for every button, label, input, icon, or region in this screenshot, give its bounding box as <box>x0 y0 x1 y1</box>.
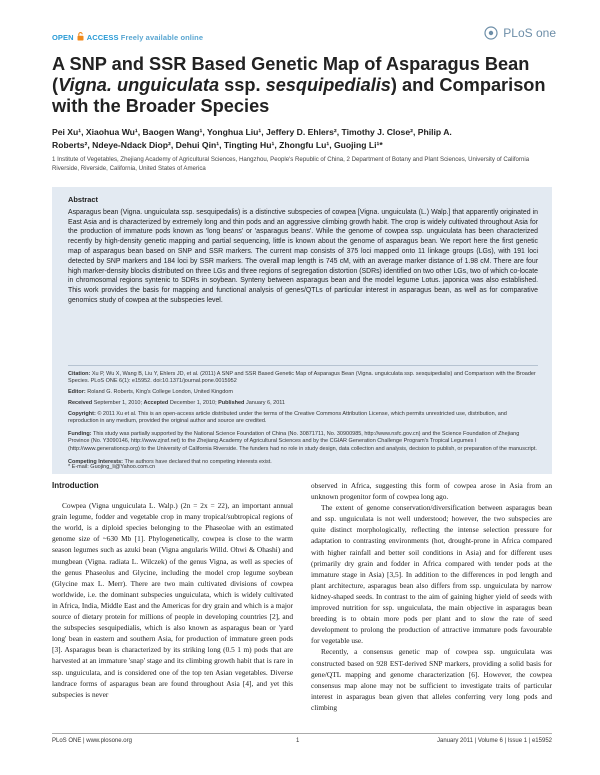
intro-paragraph: Cowpea (Vigna unguiculata L. Walp.) (2n = 2x = 22), an important annual grain legume, fodder and vegetable crop in many tropical/subtropical regions of the world, is a diploid species belonging to the Phaseolae with an estimated genome size of ~630 Mb [1]. Phylogenetically, cowpea is close to the warm season legumes such as azuki bean (Vigna angularis Willd. Ohwi & Ohashi) and mungbean (Vigna. radiata L. Wilczek) of the genus Vigna, as well as species of the genus Phaseolus and Glycine, including the model crop legume soybean (Glycine max L. Merr). There are two main cultivated divisions of cowpea worldwide, i.e. the dominant subspecies unguiculata, which is widely cultivated in Africa, India, Middle East and the Americas for dry grain and which is a major source of dietary protein for millions of people in developing countries [2], and the subspecies sesquipedialis, which is also known as asparagus bean or 'yard long' bean in eastern and southern Asia, for production of immature green pods [3]. Asparagus bean is characterized by its striking long (0.5 1 m) pods that are harvested at an immature 'snap' stage and its climbing growth habit that is rare in ssp. unguiculata, and is considered one of the top ten Asian vegetables. Diverse landrace forms of asparagus bean are found throughout Asia [4], and yet this subspecies is never <box>52 501 293 699</box>
abstract <box>68 195 538 306</box>
intro-right-column <box>311 480 552 713</box>
intro-heading: Introduction <box>52 481 99 490</box>
open-lock-icon <box>77 32 84 41</box>
abstract-heading: Abstract <box>68 195 98 204</box>
abstract-divider <box>68 365 538 366</box>
footer-journal[interactable]: PLoS ONE | www.plosone.org <box>52 738 132 744</box>
intro-left-column <box>52 480 293 700</box>
intro-paragraph: The extent of genome conservation/diversification between asparagus bean and ssp. unguiculata is not well understood; however, the two subspecies are quite distinct morphologically, reflecting the intense selection pressure for adaptation to contrasting environments (hot, drought-prone in Africa compared with higher rainfall and better soil conditions in Asia) and for different uses (primarily dry grain and fodder in Africa compared with tender pods at the immature stage in Asia) [3,5]. In addition to the differences in pod length and plant architecture, asparagus bean also differs from ssp. unguiculata by narrow kidney-shaped seeds. In contrast to the aim of gaining higher yield of seeds with improved nutrition for ssp. unguiculata, the main objective in asparagus bean breeding is to obtain more pods per plant and to slow the rate of seed development to prolong the production of attractive immature pods favourable for vegetable use. <box>311 503 552 646</box>
affiliations: 1 Institute of Vegetables, Zhejiang Academy of Agricultural Sciences, Hangzhou, People's Republic of China, 2 Department of Botany and Plant Sciences, University of California Riverside, Riverside, California, United States of America <box>52 156 530 172</box>
open-access-badge: OPEN ACCESS Freely available online <box>52 33 204 42</box>
footer-issue: January 2011 | Volume 6 | Issue 1 | e15952 <box>437 738 552 744</box>
page-footer <box>52 738 552 750</box>
competing-interests: Competing Interests: The authors have declared that no competing interests exist. <box>68 459 272 465</box>
intro-paragraph: observed in Africa, suggesting this form of cowpea arose in Asia from an unknown progenitor form of cowpea long ago. <box>311 481 552 502</box>
editor: Editor: Roland G. Roberts, King's College London, United Kingdom <box>68 389 233 395</box>
footer-rule <box>52 733 552 734</box>
citation: Citation: Xu P, Wu X, Wang B, Liu Y, Ehlers JD, et al. (2011) A SNP and SSR Based Genetic Map of Asparagus Bean (Vigna. unguiculata ssp. sesquipedialis) and Comparison with the Broader Species. PLoS ONE 6(1): e15952. doi:10.1371/journal.pone.0015952 <box>68 371 536 385</box>
article-title: A SNP and SSR Based Genetic Map of Asparagus Bean (Vigna. unguiculata ssp. sesquipedialis) and Comparison with the Broader Species <box>52 54 546 116</box>
page-number: 1 <box>296 738 300 744</box>
plos-logo-icon <box>484 26 498 40</box>
corresponding-email[interactable]: * E-mail: Guojing_li@Yahoo.com.cn <box>68 464 156 470</box>
page-header <box>52 26 556 50</box>
abstract-text: Asparagus bean (Vigna. unguiculata ssp. sesquipedalis) is a distinctive subspecies of cowpea [Vigna. unguiculata (L.) Walp.] that apparently originated in East Asia and is characterized by extremely long and thin pods and an aggressive climbing growth habit. The crop is widely cultivated throughout Asia for the production of immature pods known as 'long beans' or 'asparagus beans'. While the genome of cowpea ssp. unguiculata has been characterized recently by high-density genetic mapping and partial sequencing, little is known about the genome of asparagus bean. We report here the first genetic map of asparagus bean based on SNP and SSR markers. The current map consists of 375 loci mapped onto 11 linkage groups (LGs), with 191 loci detected by SNP markers and 184 loci by SSR markers. The overall map length is 745 cM, with an average marker distance of 1.98 cM. There are four high marker-density blocks distributed on three LGs and three regions of segregation distortion (SDRs) identified on two other LGs, two of which co-locate in chromosomal regions syntenic to SDRs in soybean. Synteny between asparagus bean and the model legume Lotus. japonica was also established. This work provides the basis for mapping and functional analysis of genes/QTLs of particular interest in asparagus bean, as well as for comparative genomics study of cowpea at the subspecies level. <box>68 208 538 304</box>
author-list: Pei Xu¹, Xiaohua Wu¹, Baogen Wang¹, Yonghua Liu¹, Jeffery D. Ehlers², Timothy J. Close², Philip A. Roberts², Ndeye-Ndack Diop², Dehui Qin¹, Tingting Hu¹, Zhongfu Lu¹, Guojing Li¹* <box>52 127 452 150</box>
funding: Funding: This study was partially supported by the National Science Foundation of China (No. 30871711, No. 30900985, http://www.nsfc.gov.cn) and the Science Foundation of Zhejiang Province (No. Y3090146, http://www.zjnsf.net) to the Zhejiang Academy of Agricultural Sciences and by the CGIAR Generation Challenge Program's Tropical Legumes I (http://www.generationcp.org) to the University of California Riverside. The funders had no role in study design, data collection and analysis, decision to publish, or preparation of the manuscript. <box>68 431 537 452</box>
copyright: Copyright: © 2011 Xu et al. This is an open-access article distributed under the terms of the Creative Commons Attribution License, which permits unrestricted use, distribution, and reproduction in any medium, provided the original author and source are credited. <box>68 411 507 425</box>
intro-paragraph: Recently, a consensus genetic map of cowpea ssp. unguiculata was constructed based on 928 EST-derived SNP markers, providing a solid basis for gene/QTL mapping and genome characterization [6]. However, the cowpea consensus map alone may not be sufficient to investigate traits of particular interest in asparagus bean given that alleles conferring very long pods and climbing <box>311 647 552 712</box>
journal-logo: PLoS one <box>484 26 556 40</box>
dates: Received September 1, 2010; Accepted December 1, 2010; Published January 6, 2011 <box>68 400 285 406</box>
abstract-box <box>52 187 552 474</box>
free-online-label: Freely available online <box>120 33 204 42</box>
